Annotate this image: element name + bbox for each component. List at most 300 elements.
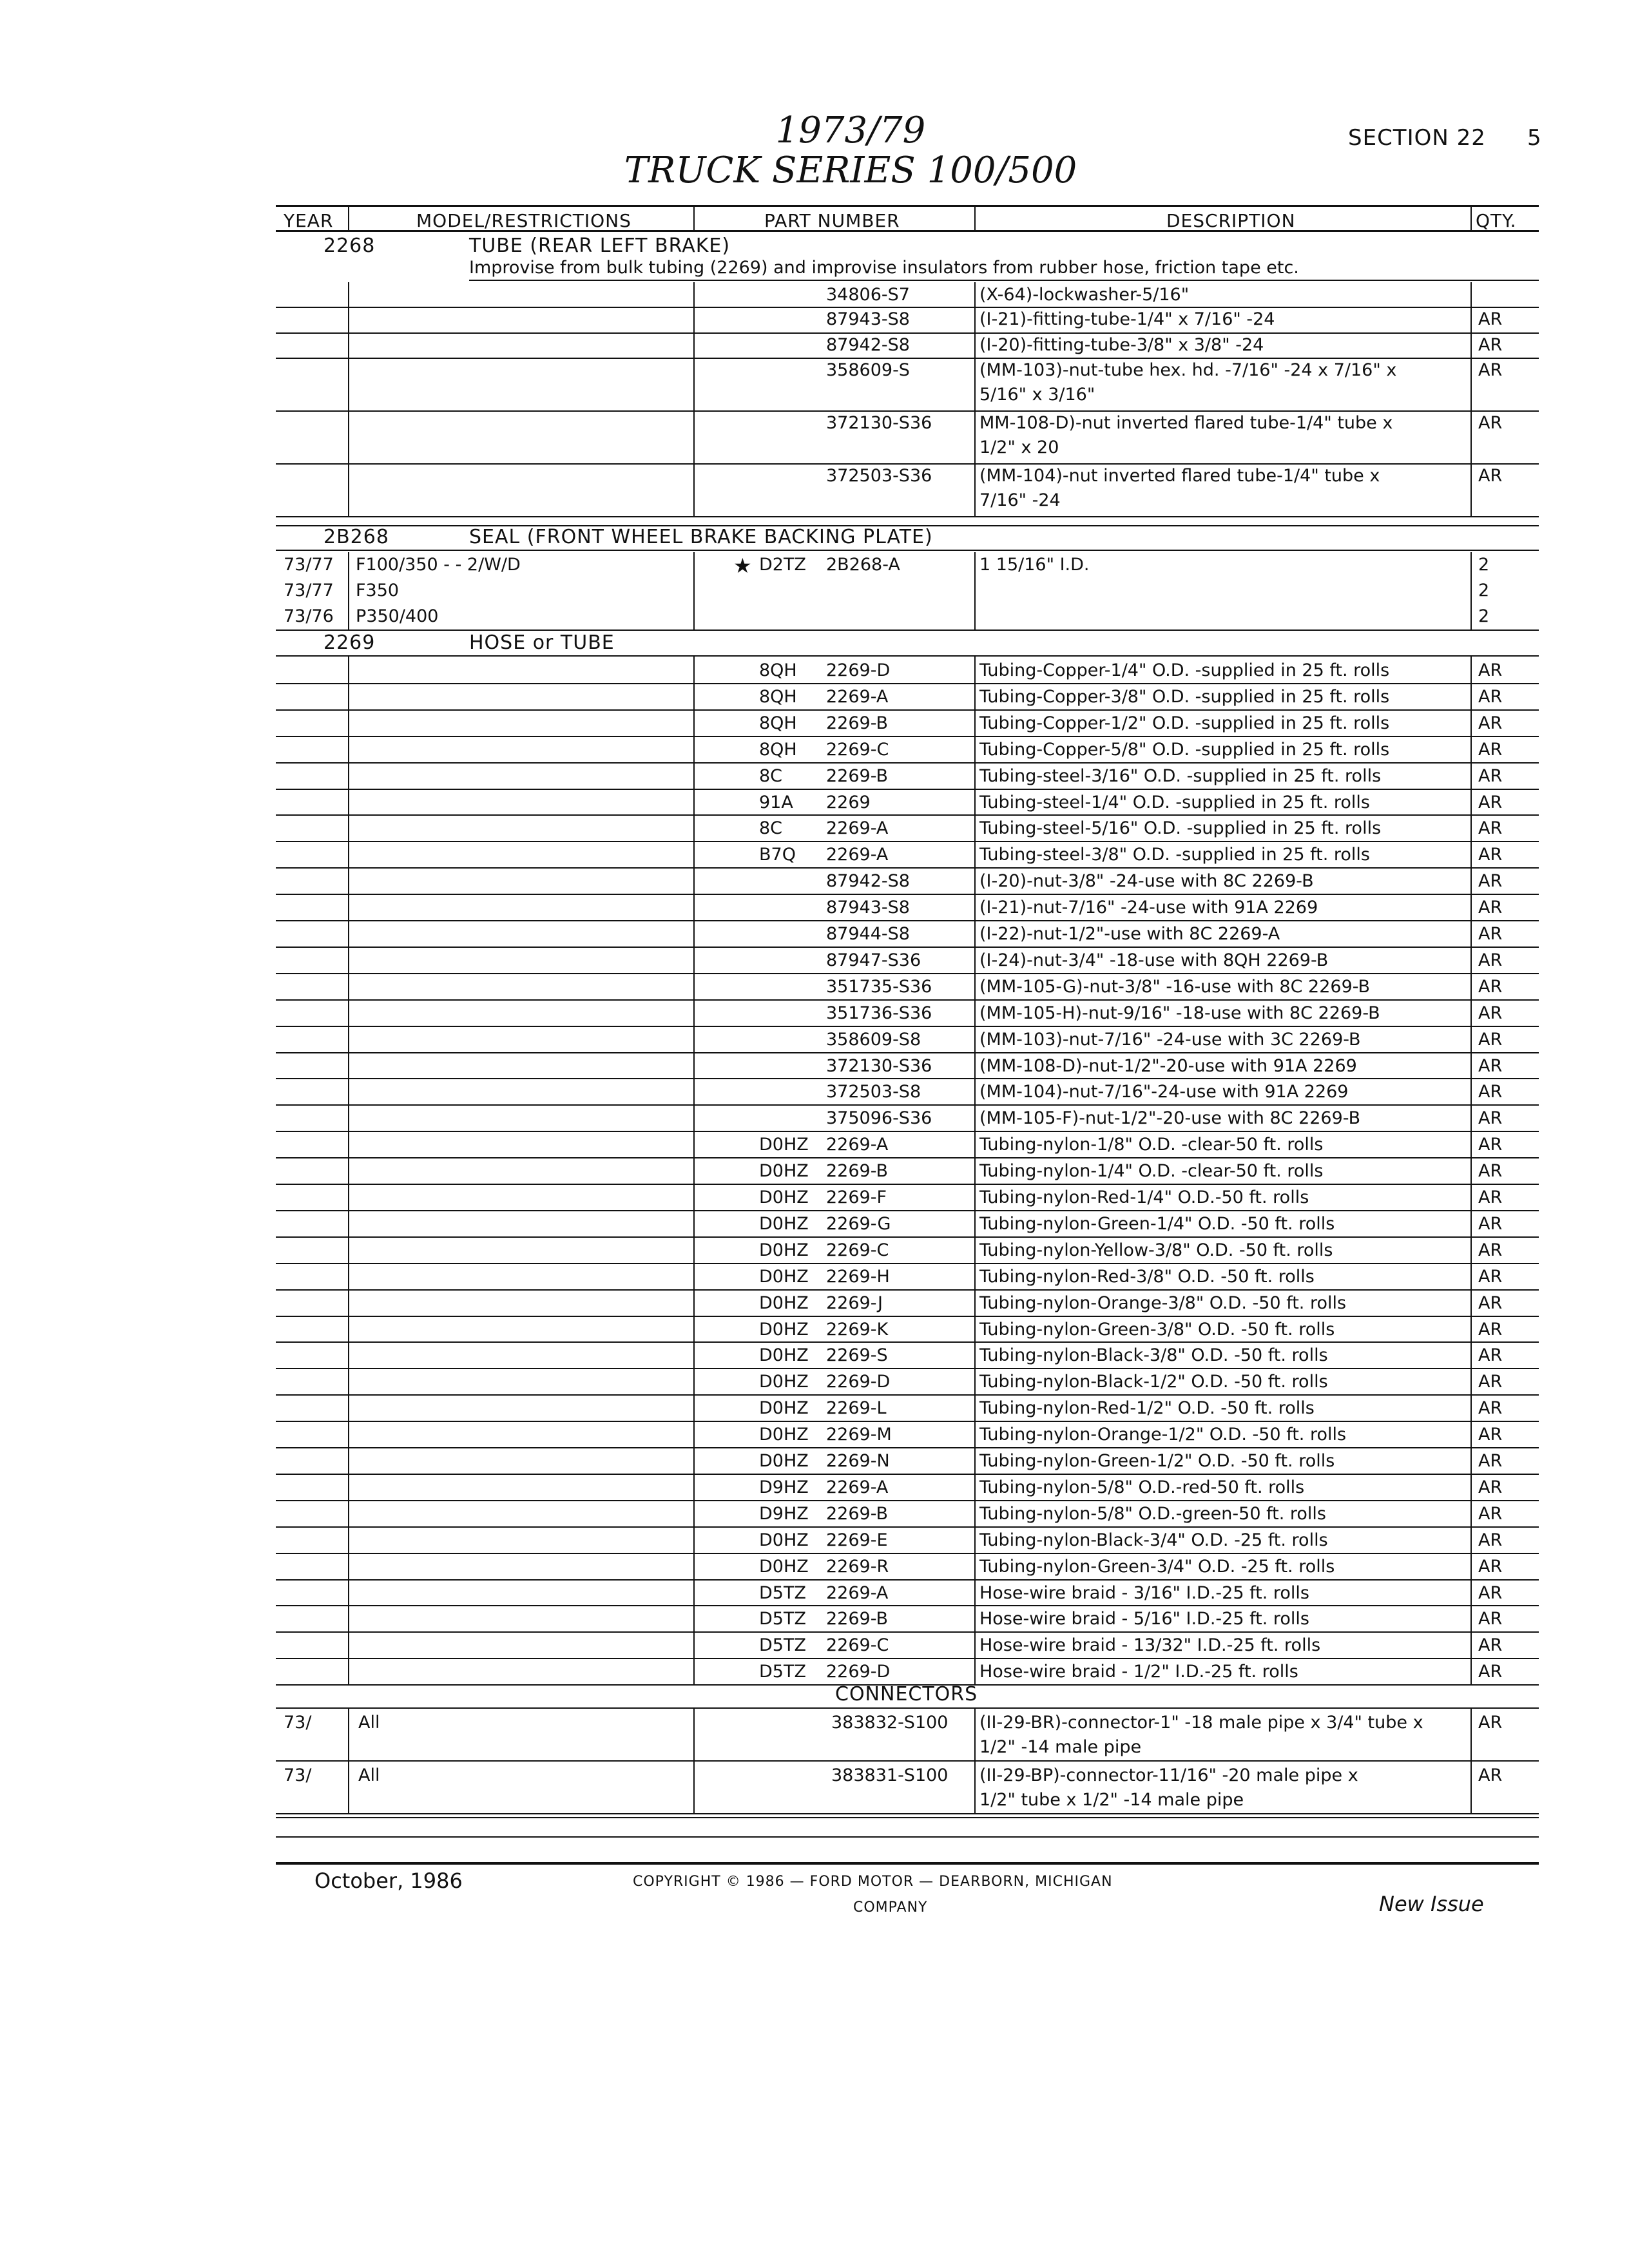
column-rule <box>348 358 349 410</box>
table-bottom-rule <box>276 1817 1539 1818</box>
column-rule <box>1470 410 1472 463</box>
part-number: 383832-S100 <box>831 1713 949 1733</box>
row-rule <box>276 1236 1539 1238</box>
row-rule <box>276 1316 1539 1317</box>
row-rule <box>276 1341 1539 1343</box>
group-name-2b268: SEAL (FRONT WHEEL BRAKE BACKING PLATE) <box>469 526 933 548</box>
part-number: 2269-K <box>826 1320 889 1340</box>
part-number: 2269-F <box>826 1187 887 1207</box>
model-year: 73/77 <box>284 581 334 601</box>
part-description: (MM-103)-nut-7/16" -24-use with 3C 2269-B <box>979 1030 1361 1050</box>
part-description: Tubing-nylon-1/4" O.D. -clear-50 ft. rolls <box>979 1161 1324 1181</box>
row-rule <box>276 1289 1539 1291</box>
part-number: 372503-S36 <box>826 466 932 486</box>
row-rule <box>276 307 1539 308</box>
part-qty: AR <box>1478 1477 1503 1497</box>
row-rule <box>276 629 1539 631</box>
part-number: 358609-S <box>826 360 910 380</box>
part-prefix: D0HZ <box>759 1345 809 1365</box>
row-rule <box>276 762 1539 764</box>
row-rule <box>276 332 1539 334</box>
part-qty: AR <box>1478 1056 1503 1076</box>
part-qty: AR <box>1478 1662 1503 1682</box>
part-qty: AR <box>1478 1583 1503 1603</box>
part-description: Hose-wire braid - 3/16" I.D.-25 ft. rolls <box>979 1583 1309 1603</box>
part-qty: AR <box>1478 845 1503 865</box>
row-rule <box>276 1760 1539 1762</box>
part-prefix: D0HZ <box>759 1398 809 1418</box>
row-rule <box>276 1052 1539 1053</box>
part-qty: AR <box>1478 713 1503 733</box>
model-restriction: All <box>358 1765 380 1785</box>
part-number: 2269-A <box>826 1135 889 1155</box>
part-description: (MM-103)-nut-tube hex. hd. -7/16" -24 x 7/16" x <box>979 360 1397 380</box>
column-rule <box>1470 332 1472 358</box>
part-qty: AR <box>1478 977 1503 997</box>
part-description: Hose-wire braid - 13/32" I.D.-25 ft. rolls <box>979 1635 1321 1655</box>
row-rule <box>276 947 1539 948</box>
model-restriction: P350/400 <box>356 606 439 626</box>
part-qty: AR <box>1478 1320 1503 1340</box>
row-rule <box>276 1421 1539 1422</box>
header-divider <box>348 205 349 232</box>
column-rule <box>974 282 976 307</box>
group-rule <box>469 280 1539 281</box>
part-number: 87943-S8 <box>826 898 910 918</box>
part-number: 87942-S8 <box>826 335 910 355</box>
part-number: 2269-N <box>826 1451 890 1471</box>
part-number: 2269-A <box>826 1583 889 1603</box>
part-description: Tubing-nylon-Black-3/4" O.D. -25 ft. rolls <box>979 1530 1328 1550</box>
row-rule <box>276 920 1539 921</box>
part-number: 87942-S8 <box>826 871 910 891</box>
part-description: (MM-104)-nut inverted flared tube-1/4" tube x <box>979 466 1380 486</box>
row-rule <box>276 1474 1539 1475</box>
part-description: Tubing-steel-3/16" O.D. -supplied in 25 ft. rolls <box>979 766 1382 786</box>
part-number: 2269-C <box>826 740 889 760</box>
model-year: 73/ <box>284 1765 312 1785</box>
part-number: 375096-S36 <box>826 1108 932 1128</box>
part-number: 2269-D <box>826 1372 891 1392</box>
part-description: (MM-105-H)-nut-9/16" -18-use with 8C 2269-B <box>979 1003 1380 1023</box>
part-qty: AR <box>1478 1504 1503 1524</box>
part-qty: AR <box>1478 466 1503 486</box>
column-rule <box>1470 282 1472 307</box>
part-description: Tubing-nylon-5/8" O.D.-red-50 ft. rolls <box>979 1477 1305 1497</box>
column-description: DESCRIPTION <box>1166 210 1296 231</box>
group-rule <box>276 550 1539 551</box>
part-qty: AR <box>1478 1187 1503 1207</box>
part-number: 2B268-A <box>826 555 900 575</box>
part-description: Tubing-nylon-Yellow-3/8" O.D. -50 ft. rolls <box>979 1240 1333 1260</box>
part-prefix: B7Q <box>759 845 796 865</box>
group-rule <box>276 655 1539 657</box>
row-rule <box>276 1447 1539 1448</box>
part-qty: AR <box>1478 740 1503 760</box>
column-rule <box>1470 552 1472 629</box>
group-code-2268: 2268 <box>323 235 376 257</box>
row-rule <box>276 1263 1539 1264</box>
part-prefix: 91A <box>759 793 793 812</box>
part-description: Hose-wire braid - 1/2" I.D.-25 ft. rolls <box>979 1662 1298 1682</box>
part-prefix: D0HZ <box>759 1557 809 1577</box>
part-prefix: D5TZ <box>759 1609 806 1629</box>
part-number: 2269-D <box>826 1662 891 1682</box>
row-rule <box>276 1210 1539 1211</box>
model-year: 73/77 <box>284 555 334 575</box>
column-rule <box>974 552 976 629</box>
section-label: SECTION 22 <box>1348 125 1486 151</box>
part-prefix: 8QH <box>759 740 797 760</box>
row-rule <box>276 1368 1539 1369</box>
row-rule <box>276 410 1539 412</box>
part-description: Tubing-Copper-1/4" O.D. -supplied in 25 ft. rolls <box>979 660 1390 680</box>
part-prefix: D0HZ <box>759 1451 809 1471</box>
part-number: 2269-L <box>826 1398 887 1418</box>
column-rule <box>693 332 695 358</box>
header-divider <box>974 205 976 232</box>
part-qty: AR <box>1478 871 1503 891</box>
part-number: 372130-S36 <box>826 1056 932 1076</box>
part-description: Tubing-nylon-Red-3/8" O.D. -50 ft. rolls <box>979 1267 1315 1287</box>
part-qty: AR <box>1478 1635 1503 1655</box>
column-rule <box>693 282 695 307</box>
column-rule <box>348 1709 349 1814</box>
row-rule <box>276 841 1539 842</box>
group-code-2b268: 2B268 <box>323 526 389 548</box>
part-number: 2269-B <box>826 1609 889 1629</box>
footer-copyright: COPYRIGHT © 1986 — FORD MOTOR — DEARBORN, MICHIGAN <box>633 1874 1113 1890</box>
part-description: Tubing-nylon-Black-3/8" O.D. -50 ft. rolls <box>979 1345 1328 1365</box>
part-description: Tubing-steel-5/16" O.D. -supplied in 25 ft. rolls <box>979 818 1382 838</box>
row-rule <box>276 1104 1539 1106</box>
catalog-series: TRUCK SERIES 100/500 <box>624 149 1077 191</box>
part-number: 2269-H <box>826 1267 890 1287</box>
part-prefix: 8C <box>759 766 783 786</box>
part-number: 2269-C <box>826 1635 889 1655</box>
part-description: Tubing-nylon-Green-3/4" O.D. -25 ft. rolls <box>979 1557 1335 1577</box>
part-description: (I-24)-nut-3/4" -18-use with 8QH 2269-B <box>979 950 1329 970</box>
column-rule <box>974 358 976 410</box>
part-prefix: D5TZ <box>759 1662 806 1682</box>
part-number: 351735-S36 <box>826 977 932 997</box>
part-prefix: D0HZ <box>759 1293 809 1313</box>
column-rule <box>974 307 976 332</box>
part-description: Tubing-nylon-Orange-1/2" O.D. -50 ft. rolls <box>979 1425 1347 1445</box>
row-rule <box>276 1157 1539 1158</box>
part-description: (I-21)-nut-7/16" -24-use with 91A 2269 <box>979 898 1318 918</box>
model-restriction: F350 <box>356 581 400 601</box>
row-rule <box>276 999 1539 1001</box>
part-qty: AR <box>1478 1345 1503 1365</box>
header-divider <box>1470 205 1472 232</box>
part-number: 34806-S7 <box>826 285 910 305</box>
group-name-2269: HOSE or TUBE <box>469 631 615 654</box>
part-qty: AR <box>1478 1003 1503 1023</box>
part-prefix: D9HZ <box>759 1477 809 1497</box>
part-qty: AR <box>1478 1082 1503 1102</box>
part-qty: AR <box>1478 924 1503 944</box>
row-rule <box>276 1579 1539 1581</box>
part-description: Tubing-nylon-Red-1/2" O.D. -50 ft. rolls <box>979 1398 1315 1418</box>
part-description: Tubing-nylon-Green-1/2" O.D. -50 ft. rolls <box>979 1451 1335 1471</box>
column-rule <box>974 1709 976 1814</box>
row-rule <box>276 1813 1539 1814</box>
row-rule <box>276 867 1539 869</box>
column-rule <box>693 1709 695 1814</box>
footer-company: COMPANY <box>853 1899 928 1916</box>
part-description: (I-22)-nut-1/2"-use with 8C 2269-A <box>979 924 1280 944</box>
part-description-cont: 1/2" x 20 <box>979 437 1059 457</box>
part-qty: AR <box>1478 1713 1503 1733</box>
part-qty: AR <box>1478 1530 1503 1550</box>
row-rule <box>276 463 1539 465</box>
part-prefix: D0HZ <box>759 1240 809 1260</box>
column-rule <box>1470 657 1472 1684</box>
column-rule <box>1470 463 1472 516</box>
column-model: MODEL/RESTRICTIONS <box>416 210 631 231</box>
part-qty: AR <box>1478 1398 1503 1418</box>
part-number: 2269-B <box>826 1504 889 1524</box>
row-rule <box>276 736 1539 737</box>
part-qty: 2 <box>1478 581 1490 601</box>
column-rule <box>693 552 695 629</box>
part-qty: AR <box>1478 793 1503 812</box>
part-prefix: D0HZ <box>759 1267 809 1287</box>
part-description: Tubing-nylon-Black-1/2" O.D. -50 ft. rolls <box>979 1372 1328 1392</box>
part-qty: AR <box>1478 660 1503 680</box>
row-rule <box>276 709 1539 711</box>
column-rule <box>348 332 349 358</box>
column-rule <box>974 657 976 1684</box>
column-rule <box>693 358 695 410</box>
row-rule <box>276 1605 1539 1606</box>
group-rule <box>276 1707 1539 1709</box>
part-prefix: D0HZ <box>759 1372 809 1392</box>
column-year: YEAR <box>284 210 334 231</box>
page-number: 5 <box>1527 125 1541 151</box>
part-prefix: 8QH <box>759 687 797 707</box>
star-icon: ★ <box>733 553 752 578</box>
part-description: Tubing-Copper-1/2" O.D. -supplied in 25 ft. rolls <box>979 713 1390 733</box>
part-qty: AR <box>1478 1108 1503 1128</box>
part-prefix: D0HZ <box>759 1530 809 1550</box>
part-number: 383831-S100 <box>831 1765 949 1785</box>
part-qty: AR <box>1478 309 1503 329</box>
footer-rule <box>276 1862 1539 1865</box>
column-rule <box>348 657 349 1684</box>
row-rule <box>276 1526 1539 1528</box>
part-qty: AR <box>1478 1451 1503 1471</box>
part-description: Hose-wire braid - 5/16" I.D.-25 ft. rolls <box>979 1609 1309 1629</box>
row-rule <box>276 1658 1539 1659</box>
part-qty: AR <box>1478 1765 1503 1785</box>
part-qty: AR <box>1478 1425 1503 1445</box>
part-qty: AR <box>1478 1240 1503 1260</box>
part-description: Tubing-nylon-1/8" O.D. -clear-50 ft. rolls <box>979 1135 1324 1155</box>
part-prefix: 8QH <box>759 713 797 733</box>
model-restriction: F100/350 - - 2/W/D <box>356 555 521 575</box>
part-number: 372503-S8 <box>826 1082 921 1102</box>
part-prefix: 8QH <box>759 660 797 680</box>
row-rule <box>276 1131 1539 1132</box>
row-rule <box>276 789 1539 790</box>
row-rule <box>276 516 1539 517</box>
part-description: (MM-104)-nut-7/16"-24-use with 91A 2269 <box>979 1082 1349 1102</box>
connectors-heading: CONNECTORS <box>835 1683 978 1706</box>
part-number: 2269-B <box>826 766 889 786</box>
part-prefix: 8C <box>759 818 783 838</box>
part-number: 2269-C <box>826 1240 889 1260</box>
row-rule <box>276 973 1539 974</box>
row-rule <box>276 894 1539 895</box>
part-description: Tubing-nylon-Green-3/8" O.D. -50 ft. rolls <box>979 1320 1335 1340</box>
part-number: 2269-A <box>826 687 889 707</box>
part-number: 358609-S8 <box>826 1030 921 1050</box>
part-number: 87943-S8 <box>826 309 910 329</box>
part-number: 2269-A <box>826 818 889 838</box>
part-qty: AR <box>1478 1030 1503 1050</box>
part-description: Tubing-nylon-Orange-3/8" O.D. -50 ft. rolls <box>979 1293 1347 1313</box>
part-description: (II-29-BR)-connector-1" -18 male pipe x 3/4" tube x <box>979 1713 1423 1733</box>
part-qty: AR <box>1478 413 1503 433</box>
part-qty: AR <box>1478 1372 1503 1392</box>
part-qty: AR <box>1478 766 1503 786</box>
part-description: (X-64)-lockwasher-5/16" <box>979 285 1190 305</box>
part-description: (I-20)-fitting-tube-3/8" x 3/8" -24 <box>979 335 1264 355</box>
part-number: 2269-G <box>826 1214 891 1234</box>
column-rule <box>1470 358 1472 410</box>
table-bottom-rule <box>276 1836 1539 1838</box>
part-prefix: D0HZ <box>759 1187 809 1207</box>
part-prefix: D9HZ <box>759 1504 809 1524</box>
column-rule <box>348 410 349 463</box>
part-description: Tubing-nylon-Red-1/4" O.D.-50 ft. rolls <box>979 1187 1309 1207</box>
part-number: 2269-R <box>826 1557 889 1577</box>
row-rule <box>276 1500 1539 1501</box>
part-qty: 2 <box>1478 555 1490 575</box>
part-qty: AR <box>1478 1214 1503 1234</box>
part-qty: AR <box>1478 1267 1503 1287</box>
column-rule <box>693 463 695 516</box>
part-number: 2269-D <box>826 660 891 680</box>
row-rule <box>276 1394 1539 1396</box>
part-description: MM-108-D)-nut inverted flared tube-1/4" tube x <box>979 413 1393 433</box>
part-qty: AR <box>1478 1161 1503 1181</box>
part-qty: AR <box>1478 360 1503 380</box>
part-qty: AR <box>1478 818 1503 838</box>
part-prefix: D0HZ <box>759 1161 809 1181</box>
column-rule <box>974 332 976 358</box>
row-rule <box>276 1184 1539 1185</box>
row-rule <box>276 1078 1539 1079</box>
part-description: (I-20)-nut-3/8" -24-use with 8C 2269-B <box>979 871 1314 891</box>
column-rule <box>693 307 695 332</box>
column-rule <box>693 410 695 463</box>
part-description-cont: 1/2" tube x 1/2" -14 male pipe <box>979 1790 1244 1810</box>
part-description: 1 15/16" I.D. <box>979 555 1090 575</box>
column-rule <box>348 282 349 307</box>
part-prefix: D2TZ <box>759 555 806 575</box>
part-number: 87944-S8 <box>826 924 910 944</box>
part-description: Tubing-nylon-5/8" O.D.-green-50 ft. rolls <box>979 1504 1326 1524</box>
part-number: 87947-S36 <box>826 950 921 970</box>
row-rule <box>276 1631 1539 1633</box>
group-code-2269: 2269 <box>323 631 376 654</box>
part-description-cont: 1/2" -14 male pipe <box>979 1737 1142 1757</box>
part-description: Tubing-Copper-3/8" O.D. -supplied in 25 ft. rolls <box>979 687 1390 707</box>
part-description: (MM-105-F)-nut-1/2"-20-use with 8C 2269-B <box>979 1108 1361 1128</box>
part-number: 2269-A <box>826 1477 889 1497</box>
row-rule <box>276 358 1539 359</box>
part-number: 2269 <box>826 793 871 812</box>
part-qty: 2 <box>1478 606 1490 626</box>
part-qty: AR <box>1478 1293 1503 1313</box>
part-prefix: D5TZ <box>759 1583 806 1603</box>
header-divider <box>693 205 695 232</box>
column-rule <box>348 463 349 516</box>
model-year: 73/ <box>284 1713 312 1733</box>
part-number: 351736-S36 <box>826 1003 932 1023</box>
part-prefix: D0HZ <box>759 1214 809 1234</box>
part-description: (MM-108-D)-nut-1/2"-20-use with 91A 2269 <box>979 1056 1357 1076</box>
part-number: 2269-J <box>826 1293 883 1313</box>
part-prefix: D0HZ <box>759 1320 809 1340</box>
part-qty: AR <box>1478 335 1503 355</box>
header-top-rule <box>276 205 1539 207</box>
part-number: 372130-S36 <box>826 413 932 433</box>
column-rule <box>1470 307 1472 332</box>
model-year: 73/76 <box>284 606 334 626</box>
column-rule <box>974 410 976 463</box>
column-rule <box>974 463 976 516</box>
part-number: 2269-E <box>826 1530 888 1550</box>
part-description: Tubing-Copper-5/8" O.D. -supplied in 25 ft. rolls <box>979 740 1390 760</box>
part-description: (MM-105-G)-nut-3/8" -16-use with 8C 2269-B <box>979 977 1371 997</box>
group-note-2268: Improvise from bulk tubing (2269) and improvise insulators from rubber hose, friction tape etc. <box>469 258 1299 278</box>
part-number: 2269-S <box>826 1345 888 1365</box>
row-rule <box>276 1026 1539 1027</box>
part-prefix: D0HZ <box>759 1135 809 1155</box>
part-number: 2269-B <box>826 1161 889 1181</box>
column-rule <box>1470 1709 1472 1814</box>
column-rule <box>693 657 695 1684</box>
part-qty: AR <box>1478 898 1503 918</box>
column-part-number: PART NUMBER <box>764 210 900 231</box>
column-qty: QTY. <box>1476 210 1517 231</box>
part-description: (I-21)-fitting-tube-1/4" x 7/16" -24 <box>979 309 1275 329</box>
part-qty: AR <box>1478 950 1503 970</box>
part-description: Tubing-steel-3/8" O.D. -supplied in 25 ft. rolls <box>979 845 1370 865</box>
catalog-years: 1973/79 <box>775 110 926 151</box>
column-rule <box>348 307 349 332</box>
part-qty: AR <box>1478 1609 1503 1629</box>
part-number: 2269-M <box>826 1425 892 1445</box>
part-number: 2269-B <box>826 713 889 733</box>
model-restriction: All <box>358 1713 380 1733</box>
part-description-cont: 7/16" -24 <box>979 490 1061 510</box>
footer-status: New Issue <box>1379 1892 1484 1916</box>
part-number: 2269-A <box>826 845 889 865</box>
part-qty: AR <box>1478 1557 1503 1577</box>
part-prefix: D5TZ <box>759 1635 806 1655</box>
part-qty: AR <box>1478 1135 1503 1155</box>
footer-date: October, 1986 <box>314 1869 463 1893</box>
part-description: (II-29-BP)-connector-11/16" -20 male pipe x <box>979 1765 1358 1785</box>
column-rule <box>348 552 349 629</box>
group-name-2268: TUBE (REAR LEFT BRAKE) <box>469 235 731 257</box>
row-rule <box>276 683 1539 684</box>
